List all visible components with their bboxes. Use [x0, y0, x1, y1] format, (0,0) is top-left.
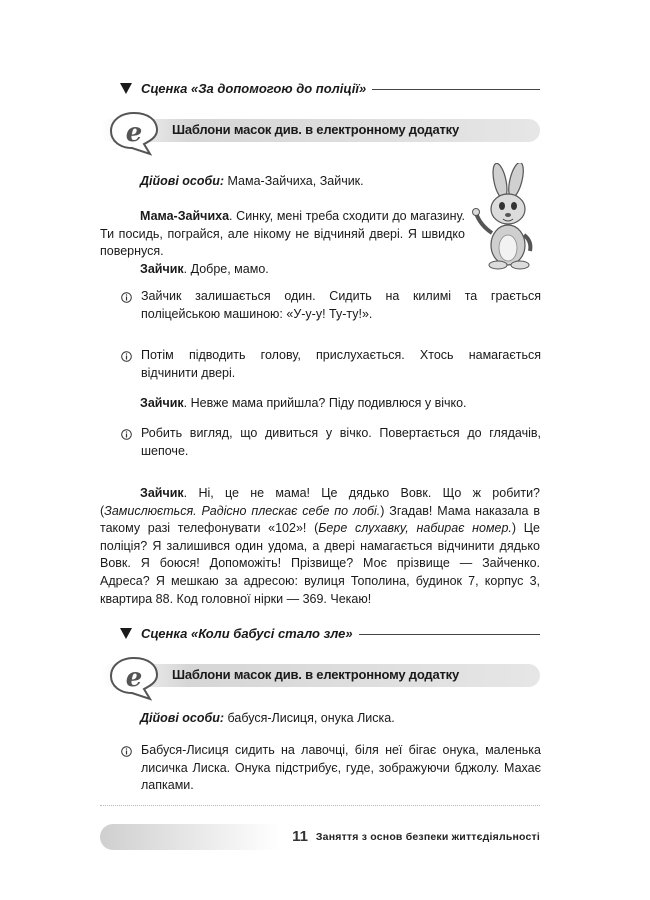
info-icon: [121, 351, 132, 362]
characters-list: Мама-Зайчиха, Зайчик.: [224, 174, 364, 188]
stage-direction-2: Потім підводить голову, прислухається. Хтось намагається відчинити двері.: [141, 348, 541, 380]
stage-direction-3: Робить вигляд, що дивиться у вічко. Повертається до глядачів, шепоче.: [141, 426, 541, 458]
page-number: 11: [292, 828, 308, 845]
info-icon: [121, 292, 132, 303]
speech-text: . Невже мама прийшла? Піду подивлюся у вічко.: [183, 396, 467, 410]
characters-label: Дійові особи:: [140, 711, 225, 725]
dialogue-zaichyk-3: [100, 485, 540, 608]
characters-list: бабуся-Лисиця, онука Лиска.: [224, 711, 395, 725]
scene-title-text: Сценка «За допомогою до поліції»: [141, 80, 367, 96]
triangle-bullet-icon: [120, 628, 132, 639]
scene-title-1: [120, 78, 540, 98]
electronic-appendix-banner: [100, 110, 540, 156]
speech-text: ) Згадав! Мама наказала в такому разі телефонувати «102»! (: [100, 503, 540, 536]
divider: [372, 89, 540, 90]
dialogue-zaichyk-1: [100, 261, 540, 279]
info-icon: [121, 429, 132, 440]
e-speech-bubble-icon: [106, 655, 162, 701]
svg-text:e: e: [125, 118, 143, 148]
speaker-name: Зайчик: [140, 486, 184, 500]
svg-text:e: e: [125, 663, 143, 693]
scene-title-text: Сценка «Коли бабусі стало зле»: [141, 625, 353, 641]
stage-direction-1: Зайчик залишається один. Сидить на килимі та грається поліцейською машиною: «У-у-у! Ту-ту!».: [141, 289, 541, 321]
e-speech-bubble-icon: [106, 110, 162, 156]
electronic-appendix-banner: [100, 655, 540, 701]
speaker-name: Зайчик: [140, 396, 184, 410]
speaker-name: Зайчик: [140, 262, 184, 276]
speech-text: . Синку, мені треба сходити до магазину. Ти посидь, пограйся, але нікому не відчиняй двері. Я швидко повернуся.: [100, 209, 465, 259]
speech-text: . Добре, мамо.: [183, 262, 269, 276]
book-title: Заняття з основ безпеки життєдіяльності: [315, 831, 540, 843]
dialogue-zaichyk-2: [100, 395, 540, 413]
divider: [359, 634, 540, 635]
characters-label: Дійові особи:: [140, 174, 225, 188]
bunny-illustration: [470, 163, 545, 273]
characters-line: [100, 710, 540, 728]
triangle-bullet-icon: [120, 83, 132, 94]
stage-remark: Замислюється. Радісно плескає себе по лобі.: [104, 503, 381, 518]
dialogue-mama: [100, 208, 465, 261]
speech-text: . Ні, це не мама! Це дядько Вовк. Що ж робити? (: [100, 486, 540, 518]
speaker-name: Мама-Зайчиха: [140, 209, 230, 223]
speech-text: ) Це поліція? Я залишився один удома, а двері намагається відчинити дядько Вовк. Я боюся! Допоможіть! Прізвище? Моє прізвище — Зайченко. Адреса? Я мешкаю за адресою: вулиця Тополина, будинок 7, корпус 3, квартира 88. Код головної нірки — 369. Чекаю!: [100, 521, 540, 606]
stage-direction-4: Бабуся-Лисиця сидить на лавочці, біля неї бігає онука, маленька лисичка Лиска. Онука підстрибує, гуде, зображуючи бджолу. Махає лапками.: [141, 743, 541, 793]
footer-gradient: [100, 824, 280, 850]
stage-remark: Бере слухавку, набирає номер.: [318, 521, 512, 536]
banner-label: Шаблони масок див. в електронному додатку: [172, 122, 459, 137]
divider: [100, 805, 540, 806]
banner-label: Шаблони масок див. в електронному додатку: [172, 667, 459, 682]
scene-title-2: [120, 623, 540, 643]
info-icon: [121, 746, 132, 757]
page-footer: [100, 824, 540, 850]
